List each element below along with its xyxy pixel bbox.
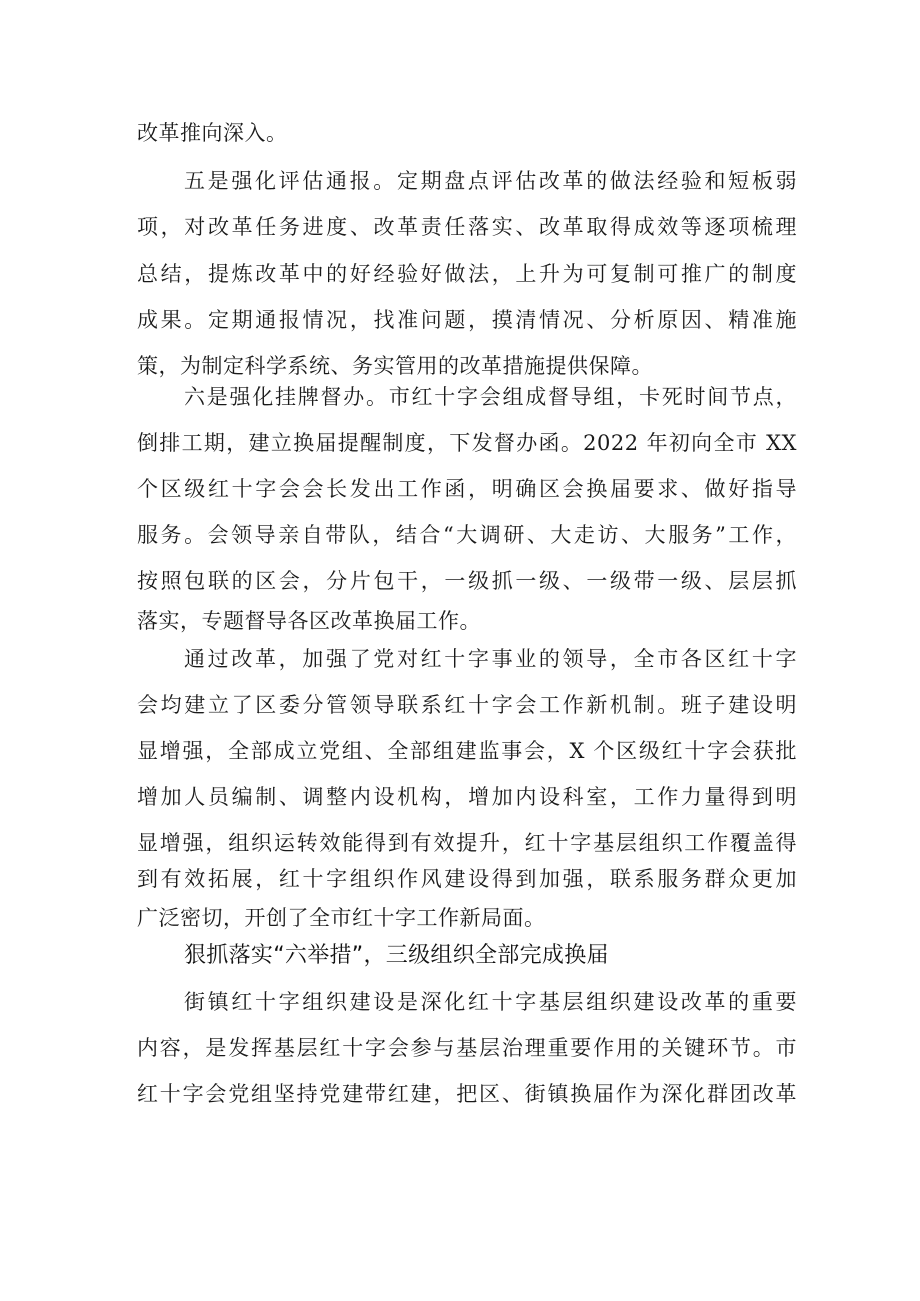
section-heading: 狠抓落实“六举措”，三级组织全部完成换届	[184, 943, 609, 968]
paragraph-line: 总结，提炼改革中的好经验好做法，上升为可复制可推广的制度	[137, 262, 797, 286]
paragraph-line: 个区级红十字会会长发出工作函，明确区会换届要求、做好指导	[137, 477, 797, 501]
paragraph-line: 六是强化挂牌督办。市红十字会组成督导组，卡死时间节点，	[184, 385, 797, 409]
paragraph-line: 街镇红十字组织建设是深化红十字基层组织建设改革的重要	[184, 990, 797, 1014]
paragraph-line: 策，为制定科学系统、务实管用的改革措施提供保障。	[137, 354, 653, 378]
paragraph-line: 会均建立了区委分管领导联系红十字会工作新机制。班子建设明	[137, 693, 797, 717]
paragraph-line: 内容，是发挥基层红十字会参与基层治理重要作用的关键环节。市	[137, 1036, 797, 1060]
paragraph-line: 项，对改革任务进度、改革责任落实、改革取得成效等逐项梳理	[137, 215, 797, 239]
paragraph-line: 通过改革，加强了党对红十字事业的领导，全市各区红十字	[184, 647, 797, 671]
paragraph-line: 增加人员编制、调整内设机构，增加内设科室，工作力量得到明	[137, 785, 797, 809]
paragraph-line: 按照包联的区会，分片包干，一级抓一级、一级带一级、层层抓	[137, 569, 797, 593]
paragraph-line: 成果。定期通报情况，找准问题，摸清情况、分析原因、精准施	[137, 308, 797, 332]
paragraph-line: 改革推向深入。	[137, 121, 288, 145]
paragraph-line: 倒排工期，建立换届提醒制度，下发督办函。2022 年初向全市 XX	[137, 431, 797, 455]
paragraph-line: 到有效拓展，红十字组织作风建设得到加强，联系服务群众更加	[137, 867, 797, 891]
paragraph-line: 服务。会领导亲自带队，结合“大调研、大走访、大服务”工作，	[137, 523, 797, 547]
paragraph-line: 显增强，全部成立党组、全部组建监事会，X 个区级红十字会获批	[137, 739, 797, 763]
paragraph-line: 显增强，组织运转效能得到有效提升，红十字基层组织工作覆盖得	[137, 831, 797, 855]
paragraph-line: 广泛密切，开创了全市红十字工作新局面。	[137, 906, 546, 930]
paragraph-line: 五是强化评估通报。定期盘点评估改革的做法经验和短板弱	[184, 169, 797, 193]
paragraph-line: 红十字会党组坚持党建带红建，把区、街镇换届作为深化群团改革	[137, 1082, 797, 1106]
paragraph-line: 落实，专题督导各区改革换届工作。	[137, 609, 481, 633]
